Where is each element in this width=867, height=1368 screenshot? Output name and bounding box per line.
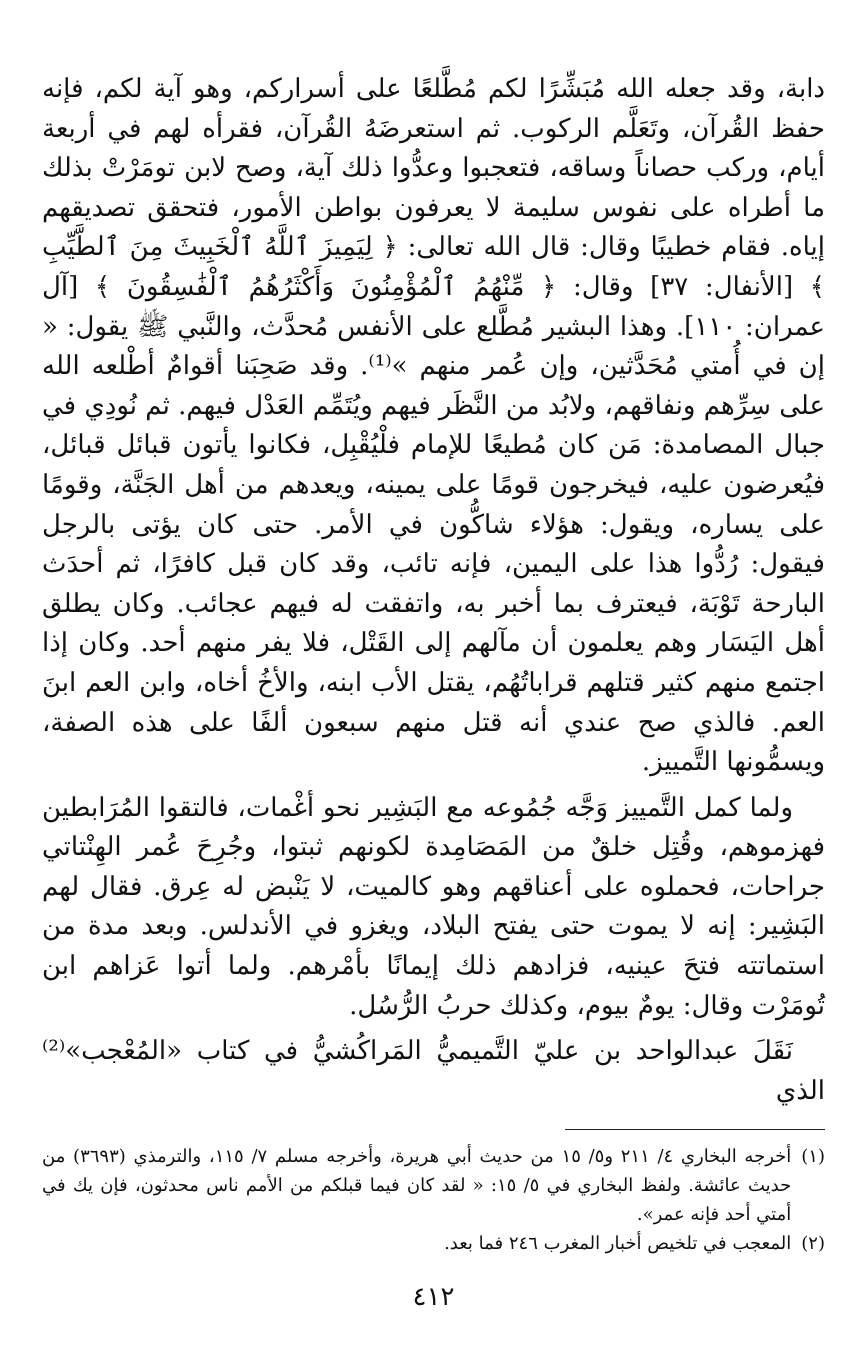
- footnote-divider: [565, 1129, 825, 1130]
- paragraph-1: دابة، وقد جعله الله مُبَشِّرًا لكم مُطَّلعًا على أسراركم، وهو آية لكم، فإنه حفظ القُرآن، وتَعَلَّم الركوب. ثم استعرضَهُ القُرآن، فقرأه لهم في أربعة أيام، وركب حصاناً وساقه، فتعجبوا وعدُّوا ذلك آية، وصح لابن تومَرْتْ بذلك ما أطراه على نفوس سليمة لا يعرفون بواطن الأمور، فتحقق تصديقهم إياه. فقام خطيبًا وقال: قال الله تعالى: ﴿ لِيَمِيزَ ٱللَّهُ ٱلْخَبِيثَ مِنَ ٱلطَّيِّبِ ﴾ [الأنفال: ٣٧] وقال: ﴿ مِّنْهُمُ ٱلْمُؤْمِنُونَ وَأَكْثَرُهُمُ ٱلْفَٰسِقُونَ ﴾ [آل عمران: ١١٠]. وهذا البشير مُطَّلع على الأنفس مُحدَّث، والنَّبي ﷺ يقول: « إن في أُمتي مُحَدَّثين، وإن عُمر منهم »⁽¹⁾. وقد صَحِبَنا أقوامٌ أطْلعه الله على سِرِّهم ونفاقهم، ولابُد من النَّظَر فيهم ويُتَمِّم العَدْل فيهم. ثم نُودِي في جبال المصامدة: مَن كان مُطيعًا للإمام فلْيُقْبِل، فكانوا يأتون قبائل قبائل، فيُعرضون عليه، فيخرجون قومًا على يمينه، ويعدهم من أهل الجَنَّة، وقومًا على يساره، ويقول: هؤلاء شاكُّون في الأمر. حتى كان يؤتى بالرجل فيقول: رُدُّوا هذا على اليمين، فإنه تائب، وقد كان قبل كافرًا، ثم أحدَث البارحة تَوْبَة، فيعترف بما أخبر به، واتفقت له فيهم عجائب. وكان يطلق أهل اليَسَار وهم يعلمون أن مآلهم إلى القَتْل، فلا يفر منهم أحد. وكان إذا اجتمع منهم كثير قتلهم قراباتُهُم، يقتل الأب ابنه، والأخُ أخاه، وابن العم ابنَ العم. فالذي صح عندي أنه قتل منهم سبعون ألفًا على هذه الصفة، ويسمُّونها التَّمييز.: [42, 74, 825, 778]
- paragraph-3: نَقَلَ عبدالواحد بن عليّ التَّميميُّ المَراكُشيُّ في كتاب «المُعْجب»⁽²⁾ الذي: [42, 1036, 825, 1106]
- footnote-number: (١): [801, 1146, 825, 1168]
- main-text: [42, 70, 825, 1111]
- footnote-text: أخرجه البخاري ٤/ ٢١١ و٥/ ١٥ من حديث أبي هريرة، وأخرجه مسلم ٧/ ١١٥، والترمذي (٣٦٩٣) من حديث عائشة. ولفظ البخاري في ٥/ ١٥: « لقد كان فيما قبلكم من الأمم ناس محدثون، فإن يك في أمتي أحد فإنه عمر».: [42, 1146, 792, 1226]
- footnote-number: (٢): [801, 1233, 825, 1255]
- paragraph-2: ولما كمل التَّمييز وَجَّه جُمُوعه مع البَشِير نحو أغْمات، فالتقوا المُرَابطين فهزموهم، وقُتِل خلقٌ من المَصَامِدة لكونهم ثبتوا، وجُرِحَ عُمر الهِنْتاتي جراحات، فحملوه على أعناقهم وهو كالميت، لا يَنْبض له عِرق. فقال لهم البَشِير: إنه لا يموت حتى يفتح البلاد، ويغزو في الأندلس. وبعد مدة من استماتته فتحَ عينيه، فزادهم ذلك إيمانًا بأمْرهم. ولما أتوا عَزاهم ابن تُومَرْت وقال: يومٌ بيوم، وكذلك حربُ الرُّسُل.: [42, 792, 825, 1021]
- footnote-1: [42, 1142, 825, 1229]
- footnote-2: [42, 1229, 825, 1258]
- footnote-text: المعجب في تلخيص أخبار المغرب ٢٤٦ فما بعد.: [444, 1233, 792, 1255]
- footnotes: [42, 1142, 825, 1258]
- page-number: ٤١٢: [412, 1282, 455, 1312]
